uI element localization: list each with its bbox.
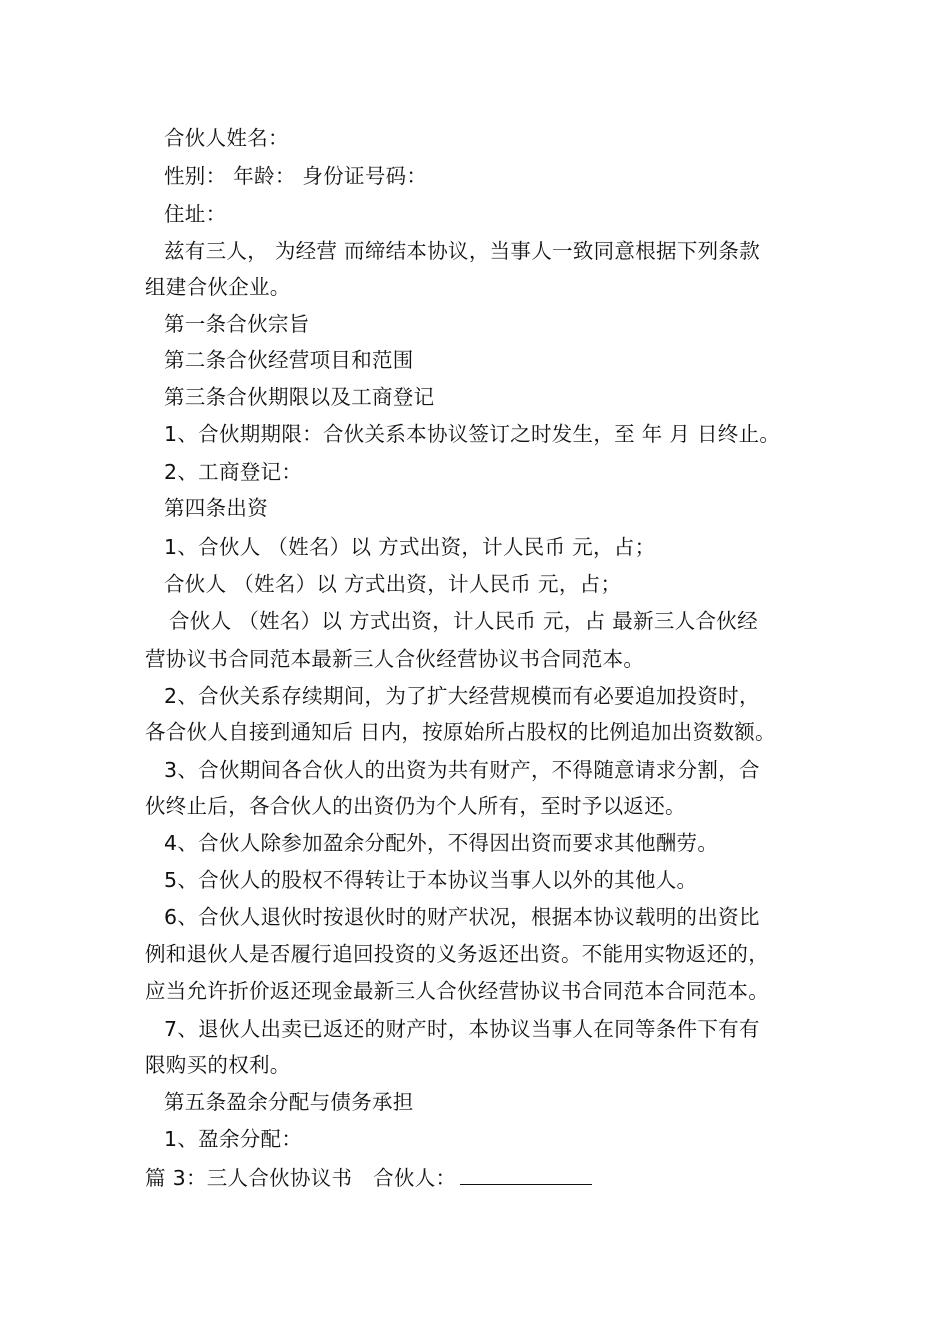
text-line: 1、盈余分配：	[164, 1127, 303, 1151]
text-line: 1、合伙人 （姓名）以 方式出资，计人民币 元，占；	[164, 535, 656, 559]
section-heading: 第一条合伙宗旨	[164, 312, 310, 336]
text-line: 应当允许折价返还现金最新三人合伙经营协议书合同范本合同范本。	[145, 979, 769, 1003]
text-line: 住址：	[164, 202, 227, 226]
section-heading: 第二条合伙经营项目和范围	[164, 348, 414, 372]
text-line: 2、工商登记：	[164, 460, 303, 484]
text-line: 1、合伙期期限：合伙关系本协议签订之时发生，至 年 月 日终止。	[164, 422, 781, 446]
text-line: 各合伙人自接到通知后 日内，按原始所占股权的比例追加出资数额。	[145, 720, 776, 744]
section-heading: 第五条盈余分配与债务承担	[164, 1090, 414, 1114]
text-line: 合伙人 （姓名）以 方式出资，计人民币 元，占；	[164, 572, 622, 596]
section-heading: 第三条合伙期限以及工商登记	[164, 385, 435, 409]
text-line: 5、合伙人的股权不得转让于本协议当事人以外的其他人。	[164, 868, 698, 892]
section-heading: 第四条出资	[164, 496, 268, 520]
footer-line	[145, 1162, 825, 1192]
text-line: 4、合伙人除参加盈余分配外，不得因出资而要求其他酬劳。	[164, 831, 719, 855]
text-line: 7、退伙人出卖已返还的财产时，本协议当事人在同等条件下有有	[164, 1017, 760, 1041]
text-line: 营协议书合同范本最新三人合伙经营协议书合同范本。	[145, 647, 645, 671]
text-line: 例和退伙人是否履行追回投资的义务返还出资。不能用实物返还的，	[145, 942, 769, 966]
text-line: 限购买的权利。	[145, 1053, 291, 1077]
text-line: 伙终止后，各合伙人的出资仍为个人所有，至时予以返还。	[145, 794, 686, 818]
text-line: 组建合伙企业。	[145, 275, 291, 299]
text-line: 合伙人 （姓名）以 方式出资，计人民币 元，占 最新三人合伙经	[169, 609, 758, 633]
blank-underline	[460, 1162, 592, 1185]
footer-text: 篇 3：三人合伙协议书 合伙人：	[145, 1166, 457, 1190]
text-line: 合伙人姓名：	[164, 126, 289, 150]
text-line: 2、合伙关系存续期间，为了扩大经营规模而有必要追加投资时，	[164, 684, 760, 708]
text-line: 兹有三人， 为经营 而缔结本协议，当事人一致同意根据下列条款	[164, 239, 761, 263]
text-line: 3、合伙期间各合伙人的出资为共有财产，不得随意请求分割，合	[164, 758, 760, 782]
text-line: 6、合伙人退伙时按退伙时的财产状况，根据本协议载明的出资比	[164, 905, 760, 929]
text-line: 性别： 年龄： 身份证号码：	[164, 164, 428, 188]
